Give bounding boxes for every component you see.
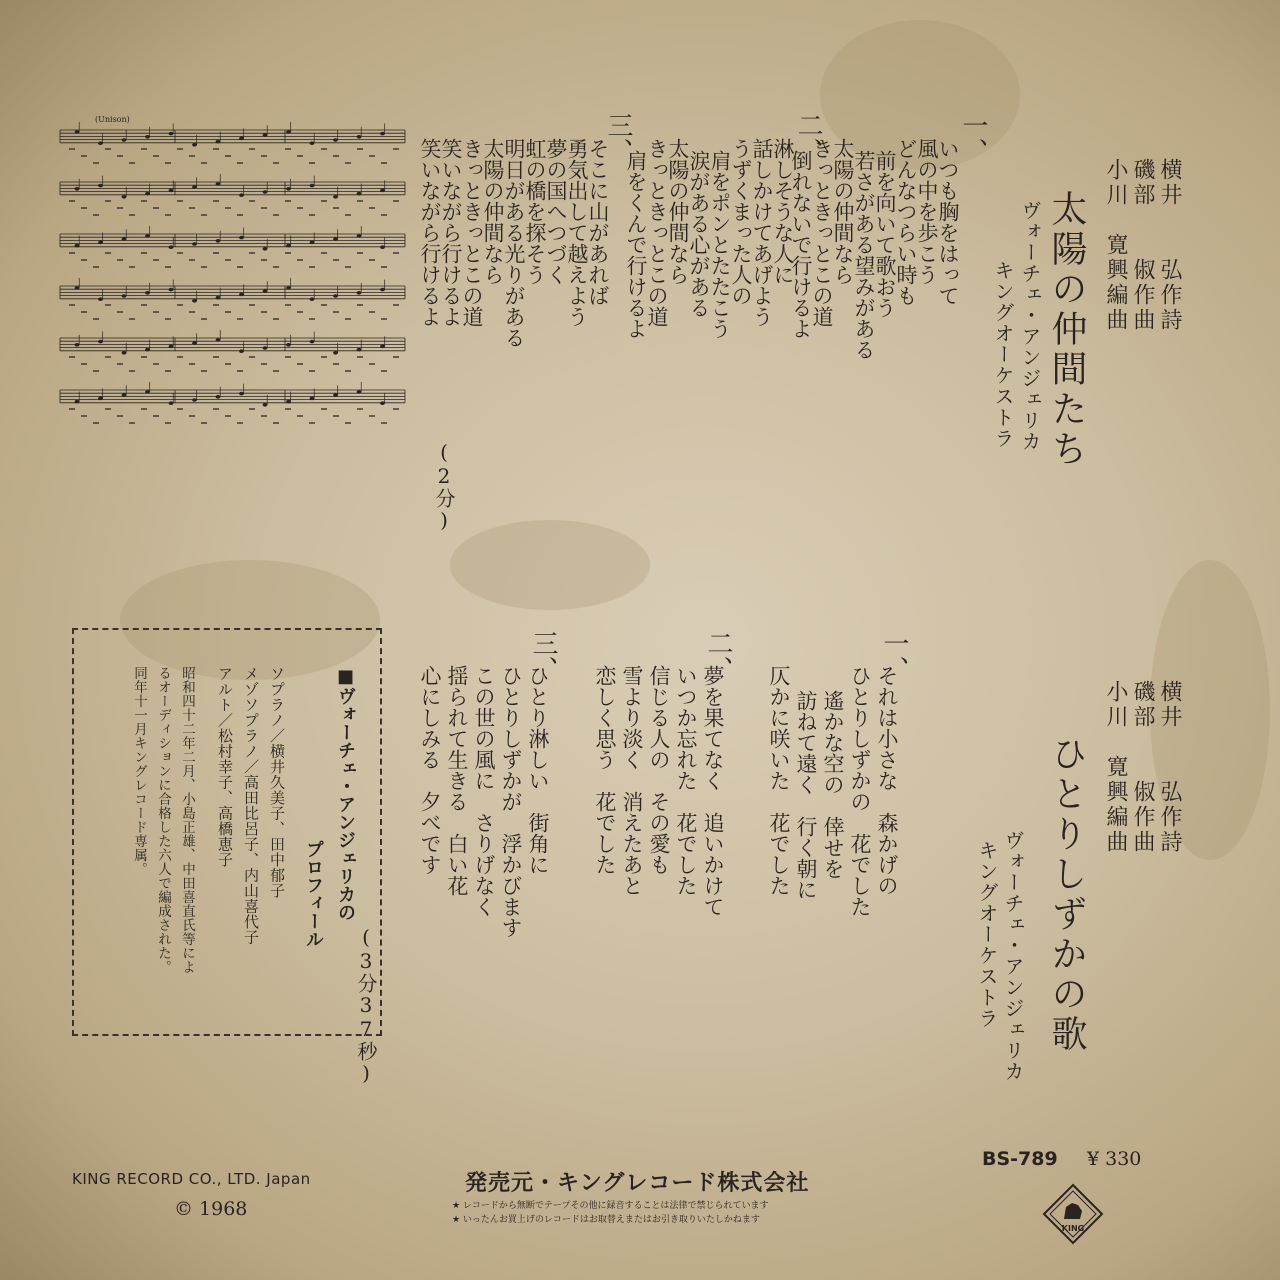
profile-line: メゾソプラノ／高田比呂子、内山喜代子 (242, 666, 260, 945)
song2-verse3-num: 三、 (528, 630, 558, 682)
song2-credit-3: 小川 寛興編曲 (1103, 680, 1128, 855)
profile-title-2: プロフィール (303, 840, 324, 948)
song2-artist-1: ヴォーチェ・アンジェリカ (1001, 830, 1025, 1082)
song1-artist-2: キングオーケストラ (991, 260, 1015, 449)
song1-verse1-line: 前を向いて歌おう (873, 150, 897, 318)
profile-box (72, 628, 382, 1036)
song1-verse3-line: きっときっとこの道 (460, 138, 484, 327)
song2-verse1-line: ひとりしずかの 花でした (848, 665, 872, 917)
song2-verse3-line: ひとり淋しい 街角に (526, 665, 550, 875)
profile-line: アルト／松村幸子、高橋恵子 (216, 666, 234, 868)
song1-credit-3: 小川 寛興編曲 (1103, 158, 1128, 333)
profile-line: 昭和四十二年二月、小島正雄、中田喜直氏等によ (179, 666, 195, 974)
song1-credit-1: 横井 弘作詩 (1157, 158, 1182, 333)
copyright: © 1968 (174, 1198, 248, 1220)
song2-duration: (3分37秒) (354, 925, 378, 1085)
song1-verse1-line: どんなつらい時も (894, 138, 918, 306)
song2-verse2-line: 恋しく思う 花でした (593, 665, 617, 875)
song2-verse2-line: 夢を果てなく 追いかけて (701, 665, 725, 917)
song2-verse1-line: 仄かに咲いた 花でした (767, 665, 791, 896)
publisher: 発売元・キングレコード株式会社 (465, 1171, 810, 1196)
song1-verse3-line: 笑いながら行けるよ (418, 138, 442, 327)
price: ¥ 330 (1087, 1148, 1142, 1170)
song2-verse2-line: 雪より淡く 消えたあと (620, 665, 644, 896)
song1-verse1-line: いつも胸をはって (936, 138, 960, 306)
song1-verse2-num: 二、 (793, 112, 823, 164)
notice-1: ★ レコードから無断でテープその他に録音することは法律で禁じられています (452, 1201, 769, 1211)
song1-verse1-line: きっときっとこの道 (810, 138, 834, 327)
profile-title: ■ヴォーチェ・アンジェリカの (335, 666, 356, 921)
song1-verse3-line: 虹の橋を探そう (523, 138, 547, 285)
song2-credit-1: 横井 弘作詩 (1157, 680, 1182, 855)
song1-verse1-num: 一、 (958, 112, 988, 164)
sheet-music (55, 112, 410, 442)
king-logo (1042, 1183, 1104, 1245)
song2-verse3-line: 揺られて生きる 白い花 (445, 665, 469, 896)
song1-verse1-line: 若さがある望みがある (852, 150, 876, 360)
song2-title: ひとりしずかの歌 (1046, 735, 1087, 1055)
song1-verse2-line: きっときっとこの道 (645, 138, 669, 327)
song2-verse3-line: この世の風に さりげなく (472, 665, 496, 917)
catalog-number: BS-789 (982, 1148, 1058, 1170)
song1-verse2-line: 淋しそうな人に (771, 138, 795, 285)
profile-line: るオーディションに合格した六人で編成された。 (155, 666, 171, 974)
song2-verse3-line: 心にしみる 夕べです (418, 665, 442, 875)
song1-verse2-line: 涙がある心がある (687, 150, 711, 318)
song1-verse2-line: 話しかけてあげよう (750, 138, 774, 327)
song1-verse3-line: 明日がある光りがある (502, 138, 526, 348)
song1-credit-2: 磯部 俶作曲 (1130, 158, 1155, 333)
song2-credit-2: 磯部 俶作曲 (1130, 680, 1155, 855)
logo-text: KING (1061, 1224, 1085, 1233)
song1-verse1-line: 倒れないで行けるよ (789, 150, 813, 339)
sheet-music-label: (Unison) (95, 115, 130, 124)
notice-2: ★ いったんお買上げのレコードはお取替えまたはお引き取りいたしかねます (452, 1215, 760, 1225)
song1-verse1-line: 風の中を歩こう (915, 138, 939, 285)
song2-verse2-line: いつか忘れた 花でした (674, 665, 698, 896)
profile-line: ソプラノ／横井久美子、田中郁子 (268, 666, 286, 899)
song1-artist-1: ヴォーチェ・アンジェリカ (1018, 200, 1042, 452)
song2-verse3-line: ひとりしずかが 浮かびます (499, 665, 523, 938)
song1-verse3-num: 三、 (603, 112, 633, 164)
song1-verse3-line: 勇気出して越えよう (565, 138, 589, 327)
song2-verse2-num: 二、 (703, 630, 733, 682)
song1-verse2-line: 肩をポンとたたこう (708, 150, 732, 339)
song2-verse1-line: 訪ねて遠く 行く朝に (794, 690, 818, 900)
profile-line: 同年十一月キングレコード専属。 (131, 666, 147, 876)
song1-verse3-line: 笑いながら行けるよ (439, 138, 463, 327)
song2-artist-2: キングオーケストラ (975, 840, 999, 1029)
song1-title: 太陽の仲間たち (1046, 190, 1087, 470)
song1-verse2-line: 肩をくんで行けるよ (624, 150, 648, 339)
song1-verse1-line: 太陽の仲間なら (831, 138, 855, 285)
song2-verse2-line: 信じる人の その愛も (647, 665, 671, 875)
song2-verse1-line: それは小さな 森かげの (875, 665, 899, 896)
song1-verse3-line: 夢の国へつづく (544, 138, 568, 285)
song1-verse2-line: 太陽の仲間なら (666, 138, 690, 285)
song1-verse2-line: うずくまった人の (729, 138, 753, 306)
song1-duration: (2分) (432, 440, 456, 532)
song2-verse1-num: 一、 (879, 630, 909, 682)
song1-verse3-line: そこに山があれば (586, 138, 610, 306)
song1-verse3-line: 太陽の仲間なら (481, 138, 505, 285)
company-english: KING RECORD CO., LTD. Japan (72, 1170, 311, 1188)
song2-verse1-line: 遙かな空の 倖せを (821, 690, 845, 879)
